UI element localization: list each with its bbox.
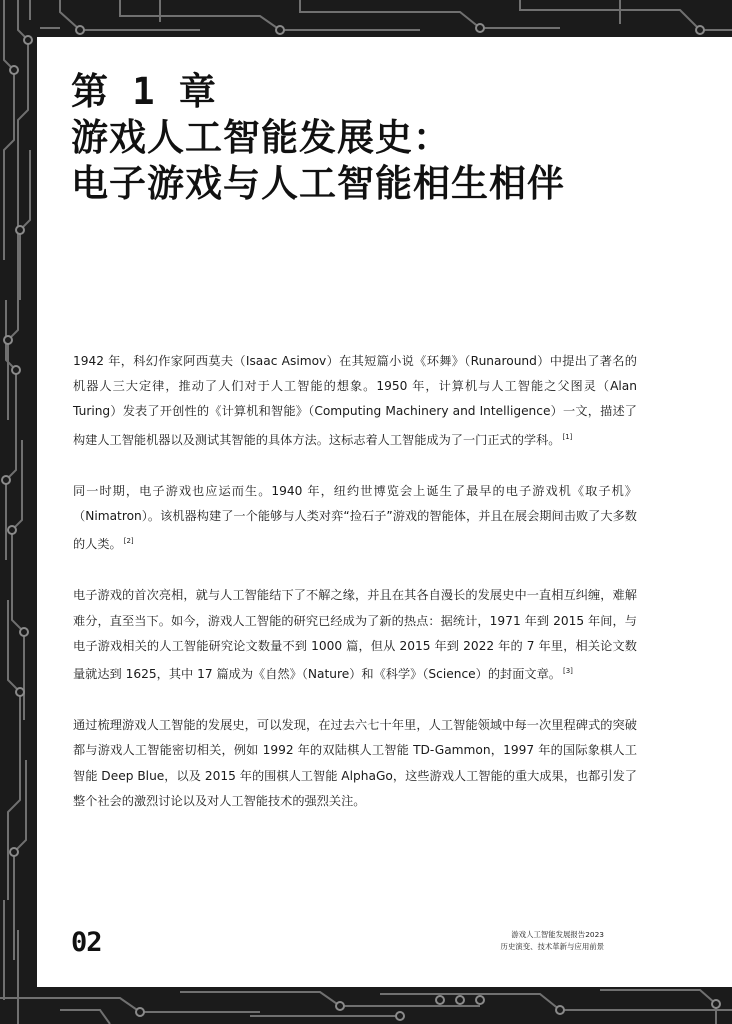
body-text <box>73 349 637 840</box>
report-info <box>501 929 604 953</box>
page-number: 02 <box>71 927 102 958</box>
reference-mark: [2] <box>123 537 134 546</box>
paragraph-3 <box>73 583 637 687</box>
report-title: 游戏人工智能发展报告2023 <box>511 930 604 939</box>
paragraph-4 <box>73 713 637 814</box>
reference-mark: [1] <box>562 432 573 441</box>
paragraph-text: 通过梳理游戏人工智能的发展史，可以发现，在过去六七十年里，人工智能领域中每一次里程碑式的突破都与游戏人工智能密切相关，例如 1992 年的双陆棋人工智能 TD-Gammon，1997 年的国际象棋人工智能 Deep Blue，以及 2015 年的围棋人工智能 AlphaGo，这些游戏人工智能的重大成果，也都引发了整个社会的激烈讨论以及对人工智能技术的强烈关注。 <box>73 718 637 808</box>
document-page <box>37 37 732 987</box>
chapter-title-line-1: 游戏人工智能发展史： <box>71 116 451 159</box>
paragraph-text: 电子游戏的首次亮相，就与人工智能结下了不解之缘，并且在其各自漫长的发展史中一直相互纠缠，难解难分，直至当下。如今，游戏人工智能的研究已经成为了新的热点：据统计，1971 年到 2015 年间，与电子游戏相关的人工智能研究论文数量不到 1000 篇，但从 2015 年到 2022 年的 7 年里，相关论文数量就达到 1625，其中 17 篇成为《自然》（Nature）和《科学》（Science）的封面文章。 <box>73 588 637 682</box>
paragraph-2 <box>73 479 637 558</box>
report-subtitle: 历史演变、技术革新与应用前景 <box>500 942 604 951</box>
chapter-number: 第 1 章 <box>71 70 217 113</box>
paragraph-text: 同一时期，电子游戏也应运而生。1940 年，纽约世博览会上诞生了最早的电子游戏机《取子机》（Nimatron）。该机器构建了一个能够与人类对弈“捡石子”游戏的智能体，并且在展会期间击败了大多数的人类。 <box>73 483 637 552</box>
reference-mark: [3] <box>562 667 573 676</box>
chapter-heading <box>71 69 691 207</box>
chapter-title-line-2: 电子游戏与人工智能相生相伴 <box>71 162 565 205</box>
paragraph-text: 1942 年，科幻作家阿西莫夫（Isaac Asimov）在其短篇小说《环舞》（Runaround）中提出了著名的机器人三大定律，推动了人们对于人工智能的想象。1950 年，计算机与人工智能之父图灵（Alan Turing）发表了开创性的《计算机和智能》（Computing Machinery and Intelligence）一文，描述了构建人工智能机器以及测试其智能的具体方法。这标志着人工智能成为了一门正式的学科。 <box>73 354 637 447</box>
paragraph-1 <box>73 349 637 453</box>
